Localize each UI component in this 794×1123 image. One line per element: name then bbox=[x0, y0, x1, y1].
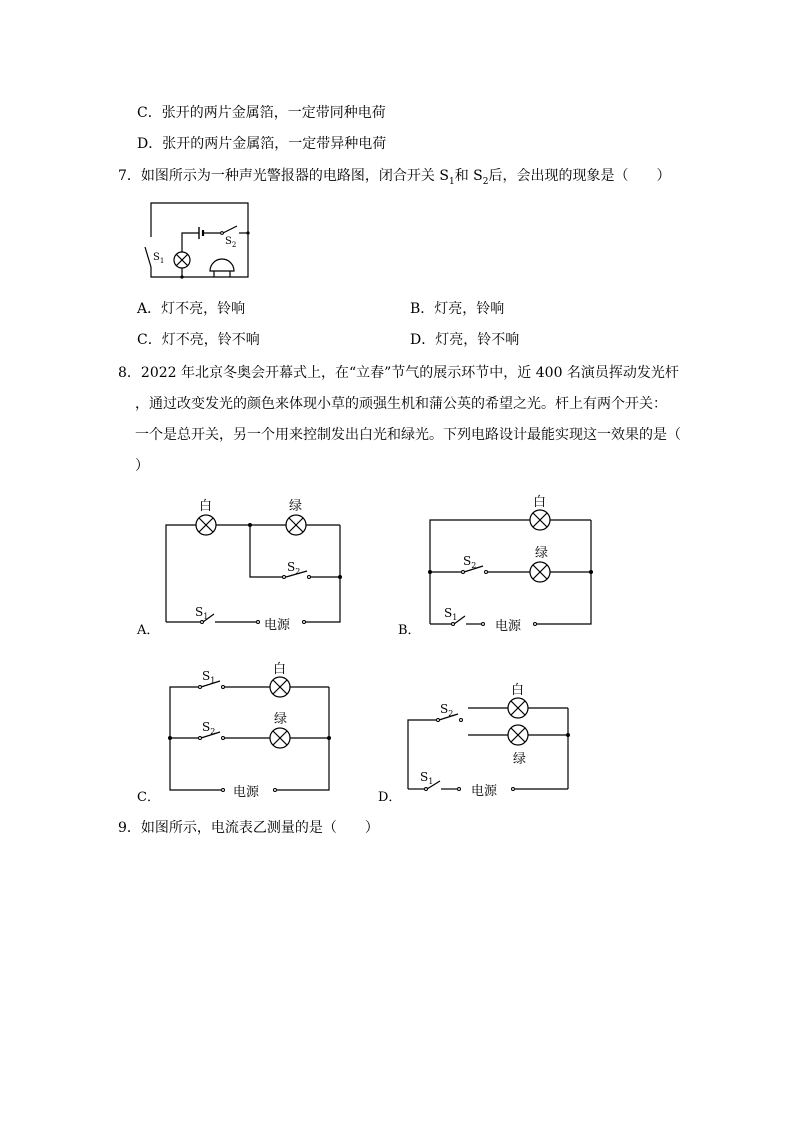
q7-option-b: B．灯亮，铃响 bbox=[410, 301, 505, 317]
q8-c-green-lamp-icon bbox=[270, 728, 290, 748]
q8-stem-line1: 8．2022 年北京冬奥会开幕式上，在“立春”节气的展示环节中，近 400 名演员挥动发光杆 bbox=[118, 365, 679, 381]
q7-stem-sub1: 1 bbox=[448, 176, 455, 187]
q8-d-green-lamp-icon bbox=[508, 725, 528, 745]
q7-stem-part3: 后，会出现的现象是（ ） bbox=[488, 168, 671, 184]
q8-b-green-lamp-icon bbox=[530, 562, 550, 582]
q8-d-white-label: 白 bbox=[511, 683, 525, 698]
q8-c-green-label: 绿 bbox=[274, 712, 288, 727]
q7-s1-label: $S_1$ bbox=[153, 252, 165, 265]
q8-d-power-label: 电源 bbox=[471, 784, 498, 799]
q7-option-d: D．灯亮，铃不响 bbox=[410, 332, 520, 348]
q7-stem-sub2: 2 bbox=[482, 176, 489, 187]
q8-c-s2-label: $S_2$ bbox=[202, 720, 216, 736]
q8-circuit-a bbox=[136, 499, 342, 638]
q8-d-s1-label: $S_1$ bbox=[420, 770, 434, 786]
q8-b-green-label: 绿 bbox=[535, 546, 549, 561]
q7-option-a: A．灯不亮，铃响 bbox=[137, 301, 246, 317]
q9-stem: 9．如图所示，电流表乙测量的是（ ） bbox=[118, 820, 379, 836]
q8-b-power-label: 电源 bbox=[495, 619, 522, 634]
q8-a-s1-label: $S_1$ bbox=[195, 605, 209, 621]
q8-b-white-lamp-icon bbox=[530, 510, 550, 530]
q8-stem-line2: ，通过改变发光的颜色来体现小草的顽强生机和蒲公英的希望之光。杆上有两个开关： bbox=[135, 396, 667, 412]
q8-circuit-c bbox=[137, 662, 331, 805]
q8-label-a: A． bbox=[137, 623, 160, 638]
q8-label-c: C． bbox=[137, 790, 160, 805]
q7-s2-label: $S_2$ bbox=[225, 236, 237, 249]
q7-stem-part2: 和 S bbox=[454, 168, 483, 184]
q8-a-white-lamp-icon bbox=[196, 515, 216, 535]
q7-stem-part1: 7．如图所示为一种声光警报器的电路图，闭合开关 S bbox=[118, 168, 449, 184]
q8-d-green-label: 绿 bbox=[513, 752, 527, 767]
q6-option-c: C．张开的两片金属箔，一定带同种电荷 bbox=[137, 105, 386, 121]
q8-circuit-d bbox=[378, 683, 570, 805]
q7-circuit-figure bbox=[135, 195, 260, 285]
q8-stem-line4: ） bbox=[135, 458, 149, 474]
q8-d-white-lamp-icon bbox=[508, 698, 528, 718]
q8-a-green-lamp-icon bbox=[286, 515, 306, 535]
q8-b-s1-label: $S_1$ bbox=[444, 606, 458, 622]
q7-s2-switch-blade bbox=[223, 226, 237, 233]
q6-option-d: D．张开的两片金属箔，一定带异种电荷 bbox=[137, 136, 387, 152]
q8-c-power-label: 电源 bbox=[233, 785, 260, 800]
q8-a-white-label: 白 bbox=[199, 499, 213, 514]
q8-label-b: B． bbox=[398, 623, 421, 638]
q8-circuit-b bbox=[398, 495, 593, 638]
q7-option-c: C．灯不亮，铃不响 bbox=[137, 332, 260, 348]
q8-c-s1-label: $S_1$ bbox=[202, 669, 216, 685]
q8-c-white-lamp-icon bbox=[270, 677, 290, 697]
q7-lamp-icon bbox=[174, 252, 190, 268]
q8-b-s2-label: $S_2$ bbox=[463, 554, 477, 570]
q7-s1-switch-blade bbox=[145, 247, 151, 267]
q8-a-green-label: 绿 bbox=[289, 499, 303, 514]
q8-c-white-label: 白 bbox=[273, 662, 287, 677]
q7-stem bbox=[118, 166, 670, 192]
q7-bell-icon bbox=[210, 259, 234, 271]
q8-a-s2-label: $S_2$ bbox=[287, 560, 301, 576]
q8-d-s2-label: $S_2$ bbox=[440, 702, 454, 718]
q8-circuits-figure bbox=[0, 480, 794, 820]
q8-b-white-label: 白 bbox=[533, 495, 547, 510]
q8-label-d: D． bbox=[378, 790, 402, 805]
q8-stem-line3: 一个是总开关，另一个用来控制发出白光和绿光。下列电路设计最能实现这一效果的是（ bbox=[135, 427, 681, 443]
q8-a-power-label: 电源 bbox=[264, 618, 291, 633]
